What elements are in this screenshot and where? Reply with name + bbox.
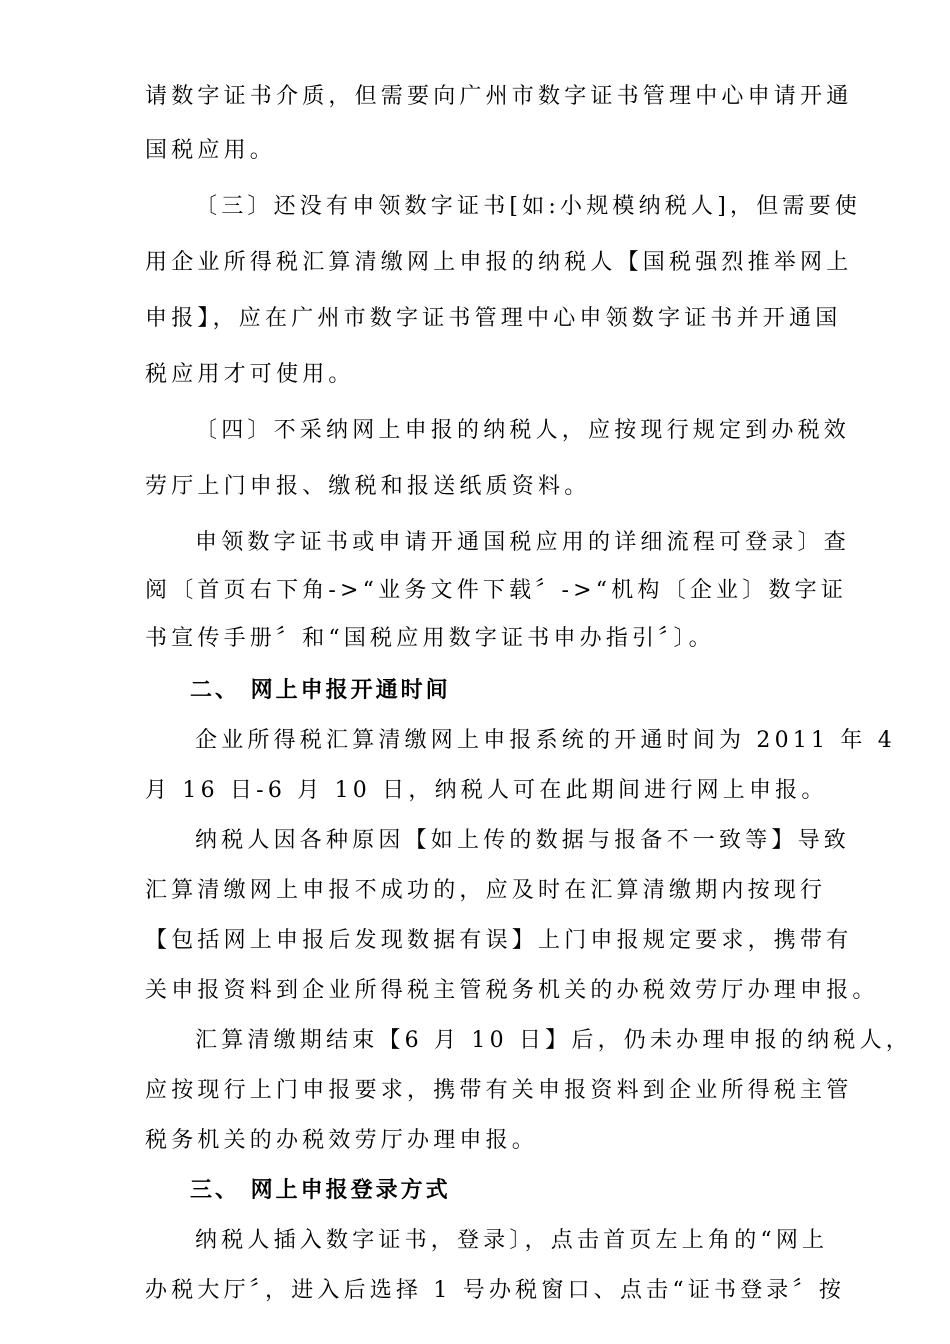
text-line: 〔四〕不采纳网上申报的纳税人，应按现行规定到办税效 (195, 418, 851, 443)
text-line: 〔三〕还没有申领数字证书[如:小规模纳税人]，但需要使 (195, 194, 861, 219)
text-line: 申领数字证书或申请开通国税应用的详细流程可登录〕查 (195, 530, 851, 555)
text-line: 关申报资料到企业所得税主管税务机关的办税效劳厅办理申报。 (145, 978, 879, 1003)
text-line: 税务机关的办税效劳厅办理申报。 (145, 1128, 539, 1153)
text-line: 月 16 日-6 月 10 日，纳税人可在此期间进行网上申报。 (145, 778, 828, 803)
text-line: 书宣传手册〞和“国税应用数字证书申办指引〞〕。 (145, 626, 715, 651)
text-line: 请数字证书介质，但需要向广州市数字证书管理中心申请开通 (145, 84, 853, 109)
text-line: 国税应用。 (145, 138, 277, 163)
text-line: 企业所得税汇算清缴网上申报系统的开通时间为 2011 年 4 (195, 728, 896, 753)
text-line: 阅〔首页右下角->“业务文件下载〞->“机构〔企业〕数字证 (145, 578, 848, 603)
section-heading: 二、 网上申报开通时间 (190, 678, 451, 703)
text-line: 纳税人因各种原因【如上传的数据与报备不一致等】导致 (195, 828, 851, 853)
text-line: 用企业所得税汇算清缴网上申报的纳税人【国税强烈推举网上 (145, 250, 853, 275)
text-line: 【包括网上申报后发现数据有误】上门申报规定要求，携带有 (145, 928, 853, 953)
text-line: 应按现行上门申报要求，携带有关申报资料到企业所得税主管 (145, 1078, 853, 1103)
text-line: 申报】，应在广州市数字证书管理中心申领数字证书并开通国 (145, 306, 842, 331)
text-line: 税应用才可使用。 (145, 362, 355, 387)
text-line: 纳税人插入数字证书，登录〕，点击首页左上角的“网上 (195, 1228, 829, 1253)
text-line: 汇算清缴网上申报不成功的，应及时在汇算清缴期内按现行 (145, 878, 827, 903)
text-line: 办税大厅〞，进入后选择 1 号办税窗口、点击“证书登录〞按 (145, 1278, 846, 1303)
section-heading: 三、 网上申报登录方式 (190, 1178, 451, 1203)
text-line: 劳厅上门申报、缴税和报送纸质资料。 (145, 474, 591, 499)
text-line: 汇算清缴期结束【6 月 10 日】后，仍未办理申报的纳税人， (195, 1028, 912, 1053)
